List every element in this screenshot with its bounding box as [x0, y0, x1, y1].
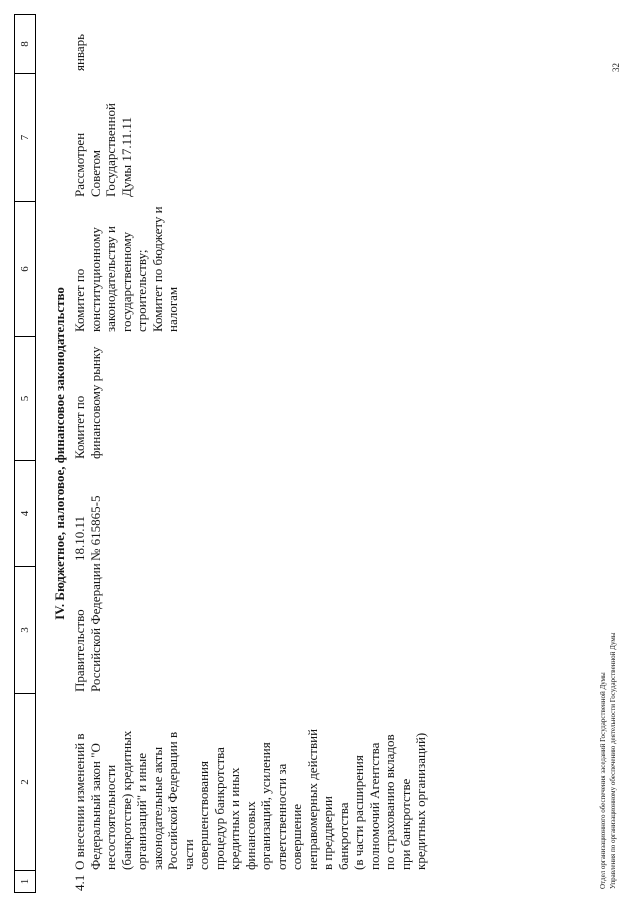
- term-cell: январь: [72, 33, 87, 71]
- responsible-committee-cell: Комитет по финансовому рынку: [72, 346, 103, 459]
- initiator-cell: Правительство Российской Федерации: [72, 563, 103, 692]
- page-number: 32: [611, 63, 621, 72]
- column-number-8: 8: [15, 15, 35, 74]
- row-number: 4.1: [72, 874, 87, 891]
- column-number-2: 2: [15, 694, 35, 871]
- column-number-1: 1: [19, 878, 31, 885]
- section-title: IV. Бюджетное, налоговое, финансовое законодательство: [52, 287, 67, 620]
- column-number-5: 5: [15, 337, 35, 461]
- footer-department-line: Отдел организационного обеспечения заседаний Государственной Думы: [599, 672, 607, 889]
- status-cell: Рассмотрен Советом Государственной Думы 17.11.11: [72, 102, 134, 197]
- column-number-4: 4: [15, 461, 35, 567]
- column-number-3: 3: [15, 567, 35, 694]
- column-number-6: 6: [15, 202, 35, 337]
- registration-cell: 18.10.11 № 615865-5: [72, 495, 103, 561]
- bill-title-cell: О внесении изменений в Федеральный закон "О несостоятельности (банкротстве) кредитных организаций" и иные законодательные акты Российской Федерации в части совершенствования процедур банкротства кредитных и иных финансовых организаций, усиления ответственности за совершение неправомерных действий в преддверии банкротства (в части расширения полномочий Агентства по страхованию вкладов при банкротстве кредитных организаций): [72, 728, 428, 870]
- co-executors-cell: Комитет по конституционному законодательству и государственному строительству; Комитет по бюджету и налогам: [72, 206, 180, 332]
- table-header-row: [14, 14, 36, 893]
- footer-directorate-line: Управления по организационному обеспечению деятельности Государственной Думы: [609, 632, 617, 889]
- column-number-7: 7: [15, 74, 35, 202]
